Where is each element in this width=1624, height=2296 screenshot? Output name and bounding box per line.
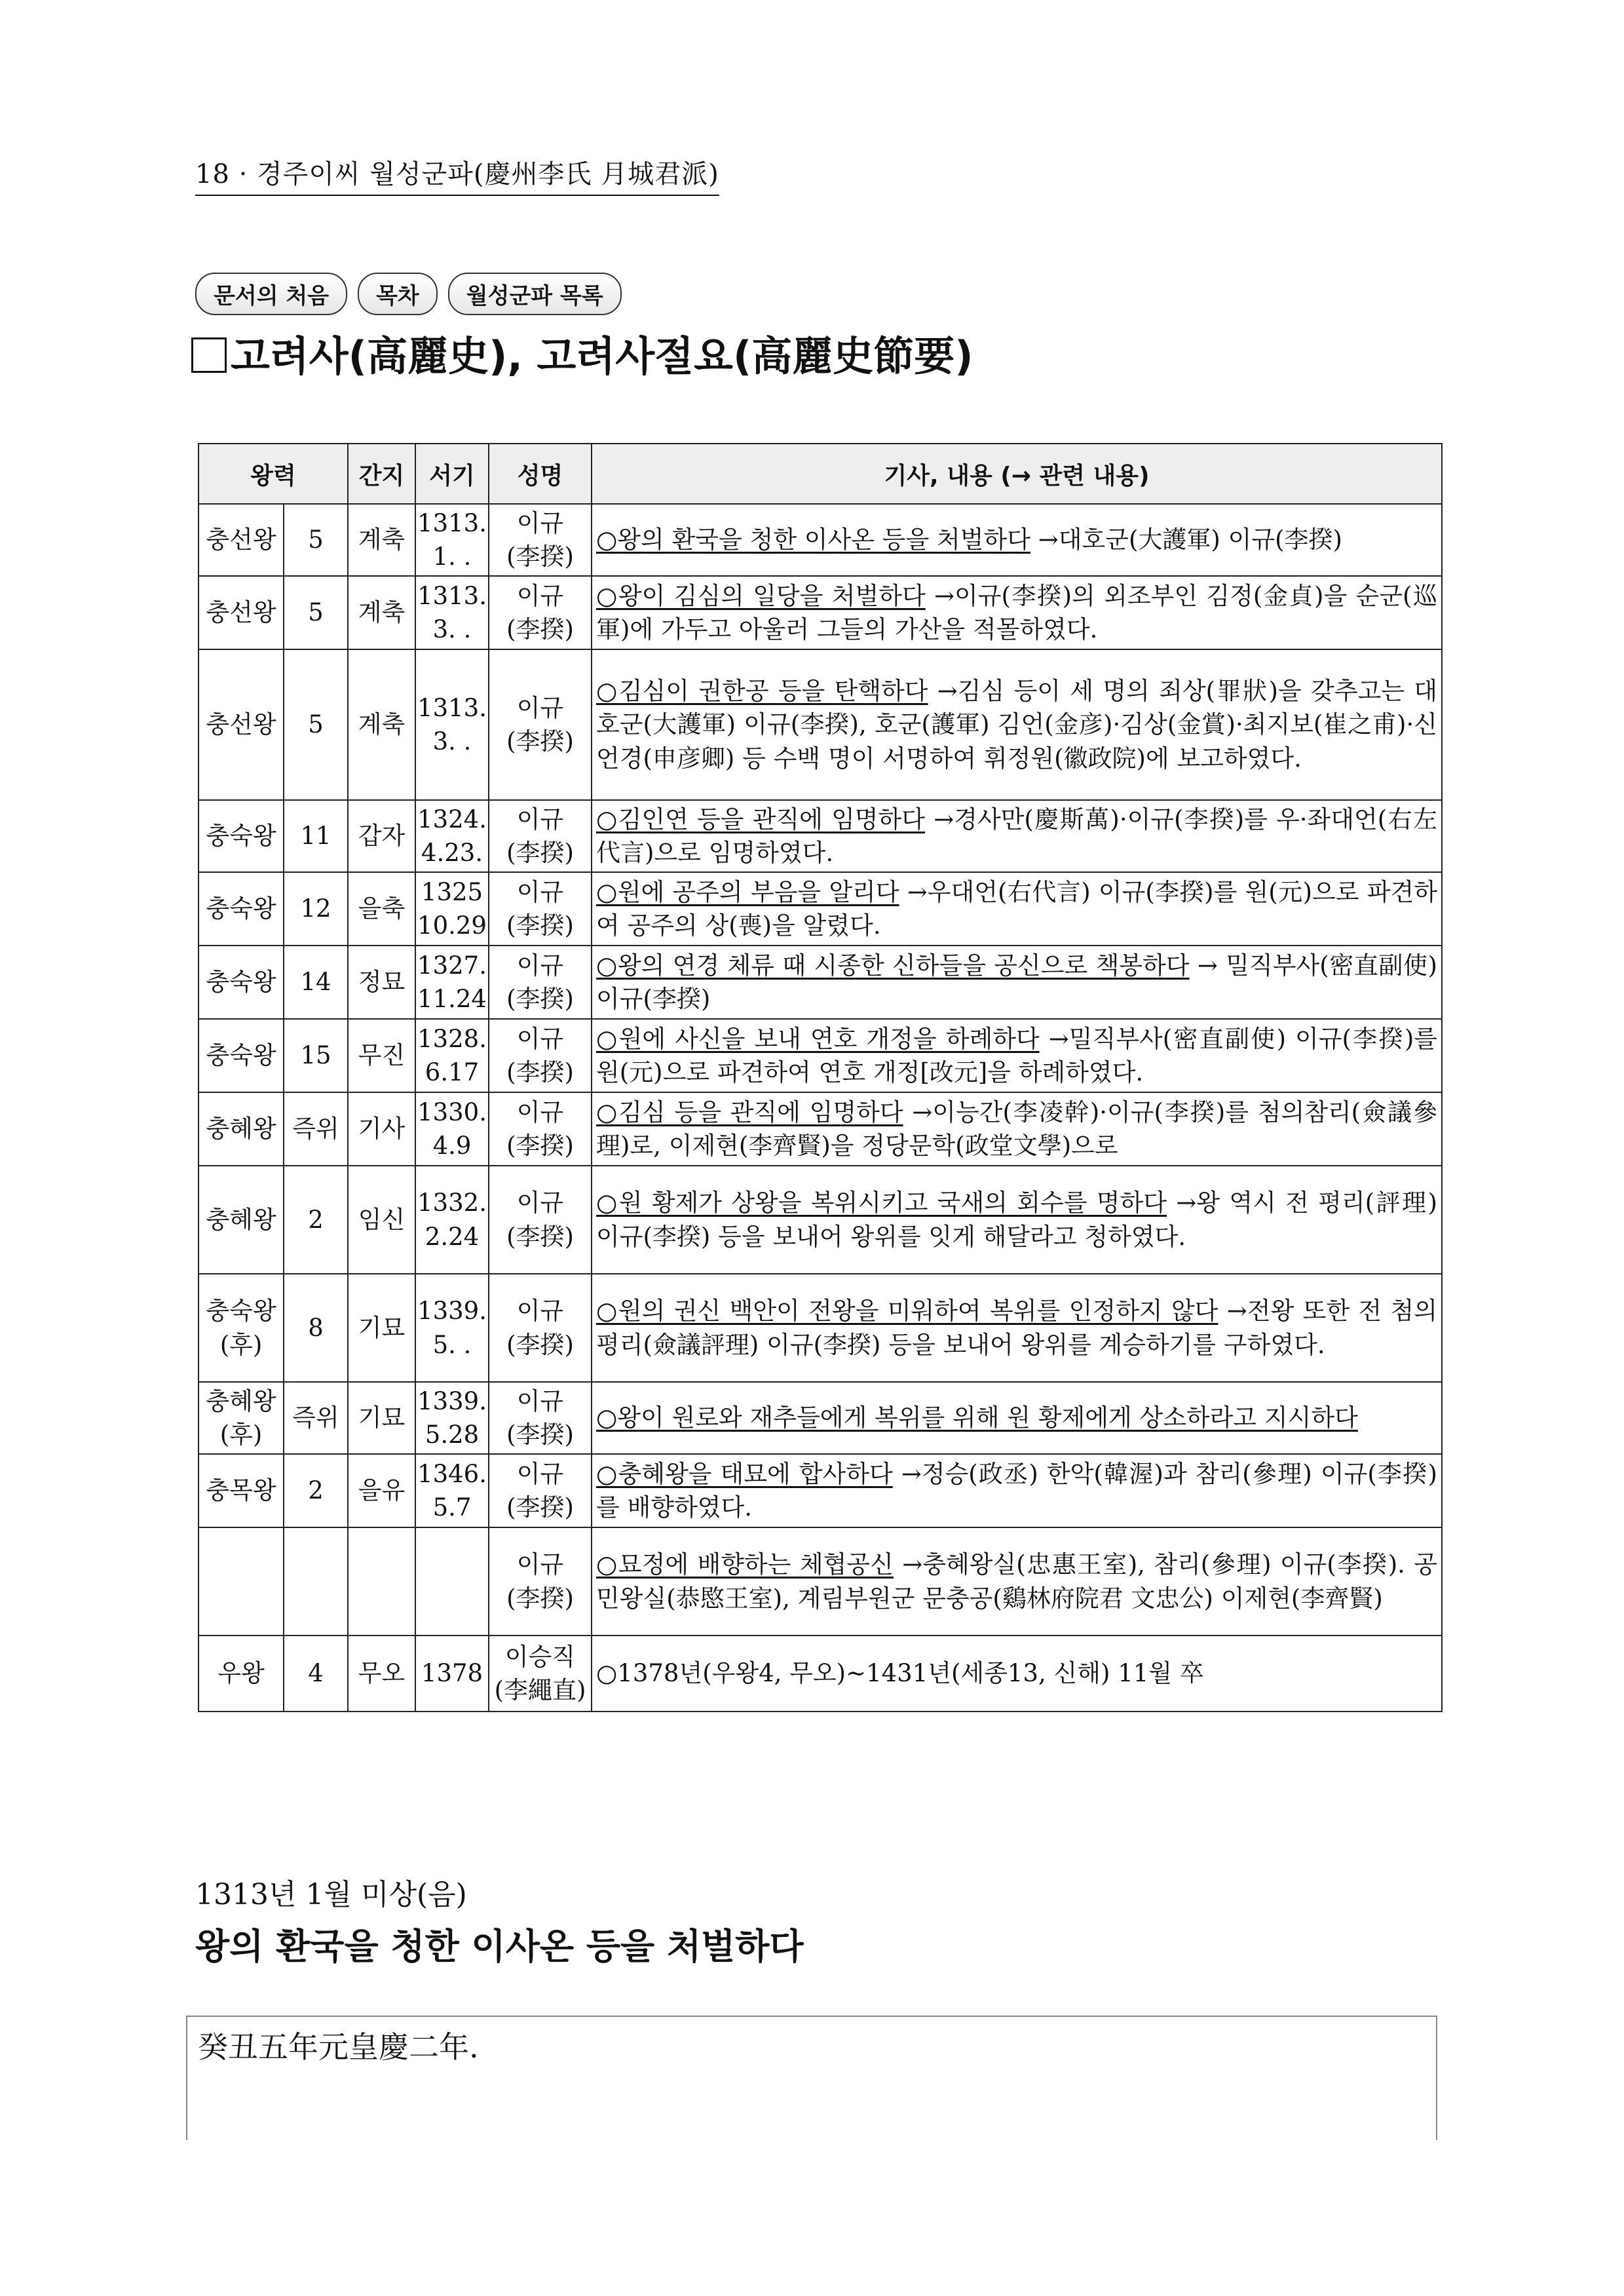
cell-content: [592, 872, 1442, 946]
cell-ganji: 기사: [348, 1092, 415, 1166]
cell-year-line2: 5.7: [432, 1493, 472, 1521]
header-reign: 왕력: [198, 444, 348, 504]
cell-content: [592, 1527, 1442, 1636]
cell-king-line: 충숙왕: [206, 822, 276, 851]
cell-name-hanja: (李揆): [506, 1330, 574, 1359]
table-row: [198, 872, 1442, 946]
cell-year: [415, 1166, 489, 1274]
cell-king-line: 충목왕: [206, 1476, 276, 1505]
cell-king: [198, 1019, 284, 1092]
nav-toc-button[interactable]: 목차: [358, 273, 438, 315]
cell-year: [415, 800, 489, 872]
article-detail: →경사만(慶斯萬)·이규(李揆)를 우·좌대언(右左代言)으로 임명하였다.: [596, 805, 1437, 867]
table-body: [198, 504, 1442, 1712]
article-title-link[interactable]: ○원에 사신을 보내 연호 개정을 하례하다: [596, 1024, 1040, 1053]
article-detail: ○1378년(우왕4, 무오)~1431년(세종13, 신해) 11월 卒: [596, 1659, 1204, 1688]
cell-reign-year: 11: [284, 800, 348, 872]
page-title: [191, 324, 973, 382]
cell-reign-year: 5: [284, 576, 348, 649]
cell-reign-year: 2: [284, 1166, 348, 1274]
cell-year: [415, 576, 489, 649]
section-heading: 왕의 환국을 청한 이사온 등을 처벌하다: [195, 1926, 804, 1967]
article-detail: →정승(政丞) 한악(韓渥)과 참리(參理) 이규(李揆)를 배향하였다.: [596, 1459, 1437, 1521]
article-title-link[interactable]: ○김심이 권한공 등을 탄핵하다: [596, 677, 928, 706]
cell-content: [592, 504, 1442, 576]
cell-reign-year: 15: [284, 1019, 348, 1092]
table-row: [198, 1019, 1442, 1092]
cell-name-hangul: 이규: [516, 1189, 564, 1217]
nav-start-button[interactable]: 문서의 처음: [195, 273, 347, 315]
header-name: 성명: [489, 444, 592, 504]
cell-name: [489, 800, 592, 872]
article-detail: →대호군(大護軍) 이규(李揆): [1030, 526, 1342, 554]
cell-content: [592, 1166, 1442, 1274]
cell-name-hangul: 이규: [516, 693, 564, 722]
cell-name-hangul: 이규: [516, 1387, 564, 1415]
cell-king: [198, 1454, 284, 1527]
article-detail: →전왕 또한 전 첨의평리(僉議評理) 이규(李揆) 등을 보내어 왕위를 계승하기를 구하였다.: [596, 1297, 1437, 1359]
cell-ganji: 갑자: [348, 800, 415, 872]
cell-name-hanja: (李揆): [506, 1493, 574, 1521]
cell-name: [489, 1527, 592, 1636]
cell-ganji: 을유: [348, 1454, 415, 1527]
cell-name-hangul: 이승직: [504, 1642, 576, 1671]
table-row: [198, 800, 1442, 872]
chronology-table: [198, 443, 1443, 1712]
cell-reign-year: 8: [284, 1274, 348, 1382]
cell-ganji: 기묘: [348, 1274, 415, 1382]
table-row: [198, 1527, 1442, 1636]
table-header-row: [198, 444, 1442, 504]
article-title-link[interactable]: ○원의 권신 백안이 전왕을 미워하여 복위를 인정하지 않다: [596, 1297, 1218, 1326]
article-detail: →충혜왕실(忠惠王室), 참리(參理) 이규(李揆). 공민왕실(恭愍王室), 계림부원군 문충공(鷄林府院君 文忠公) 이제현(李齊賢): [596, 1550, 1438, 1613]
cell-name-hanja: (李揆): [506, 543, 574, 571]
cell-year-line1: 1378: [421, 1659, 483, 1688]
cell-ganji: 계축: [348, 649, 415, 800]
cell-year: [415, 872, 489, 946]
cell-name-hanja: (李揆): [506, 1132, 574, 1160]
cell-king: [198, 946, 284, 1019]
cell-content: [592, 946, 1442, 1019]
cell-king-line: 충선왕: [206, 526, 276, 554]
cell-name: [489, 1454, 592, 1527]
article-detail: →왕 역시 전 평리(評理) 이규(李揆) 등을 보내어 왕위를 잇게 해달라고 청하였다.: [596, 1189, 1437, 1251]
cell-name: [489, 1019, 592, 1092]
cell-king: [198, 504, 284, 576]
cell-name-hanja: (李揆): [506, 1584, 574, 1613]
cell-ganji: 계축: [348, 576, 415, 649]
cell-year-line2: 3. .: [432, 727, 472, 756]
article-detail: →우대언(右代言) 이규(李揆)를 원(元)으로 파견하여 공주의 상(喪)을 알렸다.: [596, 877, 1437, 940]
header-year: 서기: [415, 444, 489, 504]
cell-content: [592, 649, 1442, 800]
cell-king-line: 충숙왕: [206, 968, 276, 997]
cell-reign-year: 12: [284, 872, 348, 946]
cell-content: [592, 1019, 1442, 1092]
cell-king-line: 충선왕: [206, 598, 276, 627]
article-title-link[interactable]: ○충혜왕을 태묘에 합사하다: [596, 1459, 893, 1488]
cell-year: [415, 1454, 489, 1527]
cell-name: [489, 1274, 592, 1382]
cell-king: [198, 1274, 284, 1382]
cell-name-hanja: (李揆): [506, 839, 574, 867]
cell-year-line2: 4.9: [432, 1132, 472, 1160]
cell-year-line1: 1330.: [417, 1098, 487, 1126]
article-title-link[interactable]: ○김심 등을 관직에 임명하다: [596, 1098, 903, 1126]
nav-list-button[interactable]: 월성군파 목록: [448, 273, 622, 315]
cell-content: [592, 1092, 1442, 1166]
cell-reign-year: 5: [284, 649, 348, 800]
cell-content: [592, 1636, 1442, 1712]
cell-name-hangul: 이규: [516, 1550, 564, 1579]
cell-king-line: 충혜왕: [206, 1205, 276, 1234]
cell-content: [592, 800, 1442, 872]
cell-king-line: 충숙왕: [206, 894, 276, 923]
cell-ganji: 임신: [348, 1166, 415, 1274]
article-title-link[interactable]: ○왕의 환국을 청한 이사온 등을 처벌하다: [596, 526, 1030, 554]
cell-year: [415, 1274, 489, 1382]
cell-year-line1: 1313.: [417, 693, 487, 722]
header-ganji: 간지: [348, 444, 415, 504]
nav-bar: [195, 273, 622, 315]
cell-name: [489, 1092, 592, 1166]
cell-year: [415, 504, 489, 576]
article-detail: →이능간(李凌幹)·이규(李揆)를 첨의참리(僉議參理)로, 이제현(李齊賢)을 정당문학(政堂文學)으로: [596, 1098, 1437, 1160]
cell-king: [198, 649, 284, 800]
cell-ganji: [348, 1527, 415, 1636]
cell-year-line2: 2.24: [425, 1222, 480, 1251]
cell-year-line1: 1339.: [417, 1387, 487, 1415]
cell-reign-year: [284, 1527, 348, 1636]
cell-year: [415, 1527, 489, 1636]
section-date: 1313년 1월 미상(음): [195, 1878, 467, 1911]
article-title-link[interactable]: ○원 황제가 상왕을 복위시키고 국새의 회수를 명하다: [596, 1189, 1167, 1217]
table-row: [198, 576, 1442, 649]
cell-king-line: 충숙왕: [206, 1297, 276, 1326]
cell-king-line: 충숙왕: [206, 1041, 276, 1070]
cell-king: [198, 1092, 284, 1166]
table-row: [198, 1092, 1442, 1166]
cell-name-hangul: 이규: [516, 1459, 564, 1488]
article-title-link[interactable]: ○김인연 등을 관직에 임명하다: [596, 805, 926, 833]
cell-ganji: 기묘: [348, 1382, 415, 1454]
cell-king: [198, 1382, 284, 1454]
header-content: 기사, 내용 (→ 관련 내용): [592, 444, 1442, 504]
cell-name-hangul: 이규: [516, 581, 564, 610]
cell-year: [415, 1382, 489, 1454]
article-detail: →밀직부사(密直副使) 이규(李揆)를 원(元)으로 파견하여 연호 개정[改元]을 하례하였다.: [596, 1024, 1437, 1086]
cell-reign-year: 5: [284, 504, 348, 576]
cell-name: [489, 576, 592, 649]
cell-king: [198, 576, 284, 649]
cell-content: [592, 576, 1442, 649]
cell-name-hangul: 이규: [516, 1098, 564, 1126]
cell-king: [198, 1166, 284, 1274]
cell-year-line1: 1325: [421, 877, 483, 906]
table-row: [198, 946, 1442, 1019]
page-title-text: 고려사(高麗史), 고려사절요(高麗史節要): [231, 332, 973, 380]
cell-ganji: 계축: [348, 504, 415, 576]
table-row: [198, 649, 1442, 800]
cell-year: [415, 1092, 489, 1166]
cell-name-hangul: 이규: [516, 1297, 564, 1326]
cell-ganji: 을축: [348, 872, 415, 946]
cell-name-hanja: (李揆): [506, 1421, 574, 1449]
source-text: 癸丑五年元皇慶二年.: [198, 2029, 479, 2065]
cell-ganji: 무오: [348, 1636, 415, 1712]
cell-king: [198, 872, 284, 946]
table-row: [198, 1166, 1442, 1274]
cell-name: [489, 1382, 592, 1454]
cell-name-hanja: (李揆): [506, 985, 574, 1013]
table-row: [198, 1382, 1442, 1454]
cell-year: [415, 649, 489, 800]
cell-year-line1: 1313.: [417, 508, 487, 537]
cell-reign-year: 즉위: [284, 1092, 348, 1166]
cell-reign-year: 2: [284, 1454, 348, 1527]
cell-king-line: 충선왕: [206, 710, 276, 739]
cell-name-hangul: 이규: [516, 951, 564, 980]
article-title-link[interactable]: ○묘정에 배향하는 체협공신: [596, 1550, 894, 1579]
cell-king-suffix: (후): [219, 1421, 263, 1449]
running-head: 18 · 경주이씨 월성군파(慶州李氏 月城君派): [195, 153, 719, 196]
cell-year-line1: 1327.: [417, 951, 487, 980]
cell-year-line2: 10.29: [417, 911, 487, 940]
cell-year-line1: 1332.: [417, 1189, 487, 1217]
cell-name: [489, 649, 592, 800]
article-detail: →이규(李揆)의 외조부인 김정(金貞)을 순군(巡軍)에 가두고 아울러 그들의 가산을 적몰하였다.: [596, 581, 1437, 643]
cell-king-line: 충혜왕: [206, 1387, 276, 1415]
cell-reign-year: 즉위: [284, 1382, 348, 1454]
cell-year-line1: 1339.: [417, 1297, 487, 1326]
cell-year-line2: 4.23.: [421, 839, 483, 867]
cell-reign-year: 14: [284, 946, 348, 1019]
cell-king-line: 우왕: [217, 1659, 265, 1688]
cell-year-line2: 3. .: [432, 615, 472, 643]
cell-name-hangul: 이규: [516, 877, 564, 906]
table-row: [198, 1274, 1442, 1382]
checkbox-square-icon: [191, 337, 227, 373]
cell-year-line1: 1346.: [417, 1459, 487, 1488]
cell-ganji: 무진: [348, 1019, 415, 1092]
article-title-link[interactable]: ○왕이 김심의 일당을 처벌하다: [596, 581, 926, 610]
cell-name-hanja: (李繩直): [494, 1676, 586, 1704]
cell-king: [198, 800, 284, 872]
cell-year: [415, 946, 489, 1019]
cell-name-hanja: (李揆): [506, 911, 574, 940]
cell-year: [415, 1019, 489, 1092]
source-text-box: [186, 2016, 1437, 2140]
cell-name: [489, 1636, 592, 1712]
cell-king: [198, 1636, 284, 1712]
table-row: [198, 1636, 1442, 1712]
cell-year-line2: 11.24: [417, 985, 487, 1013]
cell-year-line2: 1. .: [432, 543, 472, 571]
cell-name: [489, 504, 592, 576]
article-detail: → 밀직부사(密直副使) 이규(李揆): [596, 951, 1437, 1013]
cell-name: [489, 1166, 592, 1274]
cell-year-line2: 6.17: [425, 1058, 480, 1086]
cell-name-hanja: (李揆): [506, 615, 574, 643]
cell-name-hanja: (李揆): [506, 1222, 574, 1251]
cell-reign-year: 4: [284, 1636, 348, 1712]
cell-content: [592, 1382, 1442, 1454]
cell-year-line2: 5. .: [432, 1330, 472, 1359]
cell-year-line2: 5.28: [425, 1421, 480, 1449]
article-title-link[interactable]: ○왕의 연경 체류 때 시종한 신하들을 공신으로 책봉하다: [596, 951, 1190, 980]
cell-content: [592, 1454, 1442, 1527]
cell-year-line1: 1313.: [417, 581, 487, 610]
cell-content: [592, 1274, 1442, 1382]
table-row: [198, 504, 1442, 576]
cell-king-line: 충혜왕: [206, 1115, 276, 1143]
cell-name-hanja: (李揆): [506, 1058, 574, 1086]
cell-name: [489, 946, 592, 1019]
cell-ganji: 정묘: [348, 946, 415, 1019]
cell-king: [198, 1527, 284, 1636]
cell-name-hangul: 이규: [516, 508, 564, 537]
cell-name: [489, 872, 592, 946]
cell-name-hangul: 이규: [516, 1024, 564, 1053]
article-detail: →김심 등이 세 명의 죄상(罪狀)을 갖추고는 대호군(大護軍) 이규(李揆), 호군(護軍) 김언(金彦)·김상(金賞)·최지보(崔之甫)·신언경(申彦卿) 등 수백 명이 서명하여 휘정원(徽政院)에 보고하였다.: [596, 677, 1437, 773]
cell-year-line1: 1328.: [417, 1024, 487, 1053]
cell-year-line1: 1324.: [417, 805, 487, 833]
cell-year: [415, 1636, 489, 1712]
table-row: [198, 1454, 1442, 1527]
article-title-link[interactable]: ○원에 공주의 부음을 알리다: [596, 877, 899, 906]
article-title-link[interactable]: ○왕이 원로와 재추들에게 복위를 위해 원 황제에게 상소하라고 지시하다: [596, 1404, 1358, 1432]
cell-king-suffix: (후): [219, 1330, 263, 1359]
cell-name-hangul: 이규: [516, 805, 564, 833]
cell-name-hanja: (李揆): [506, 727, 574, 756]
